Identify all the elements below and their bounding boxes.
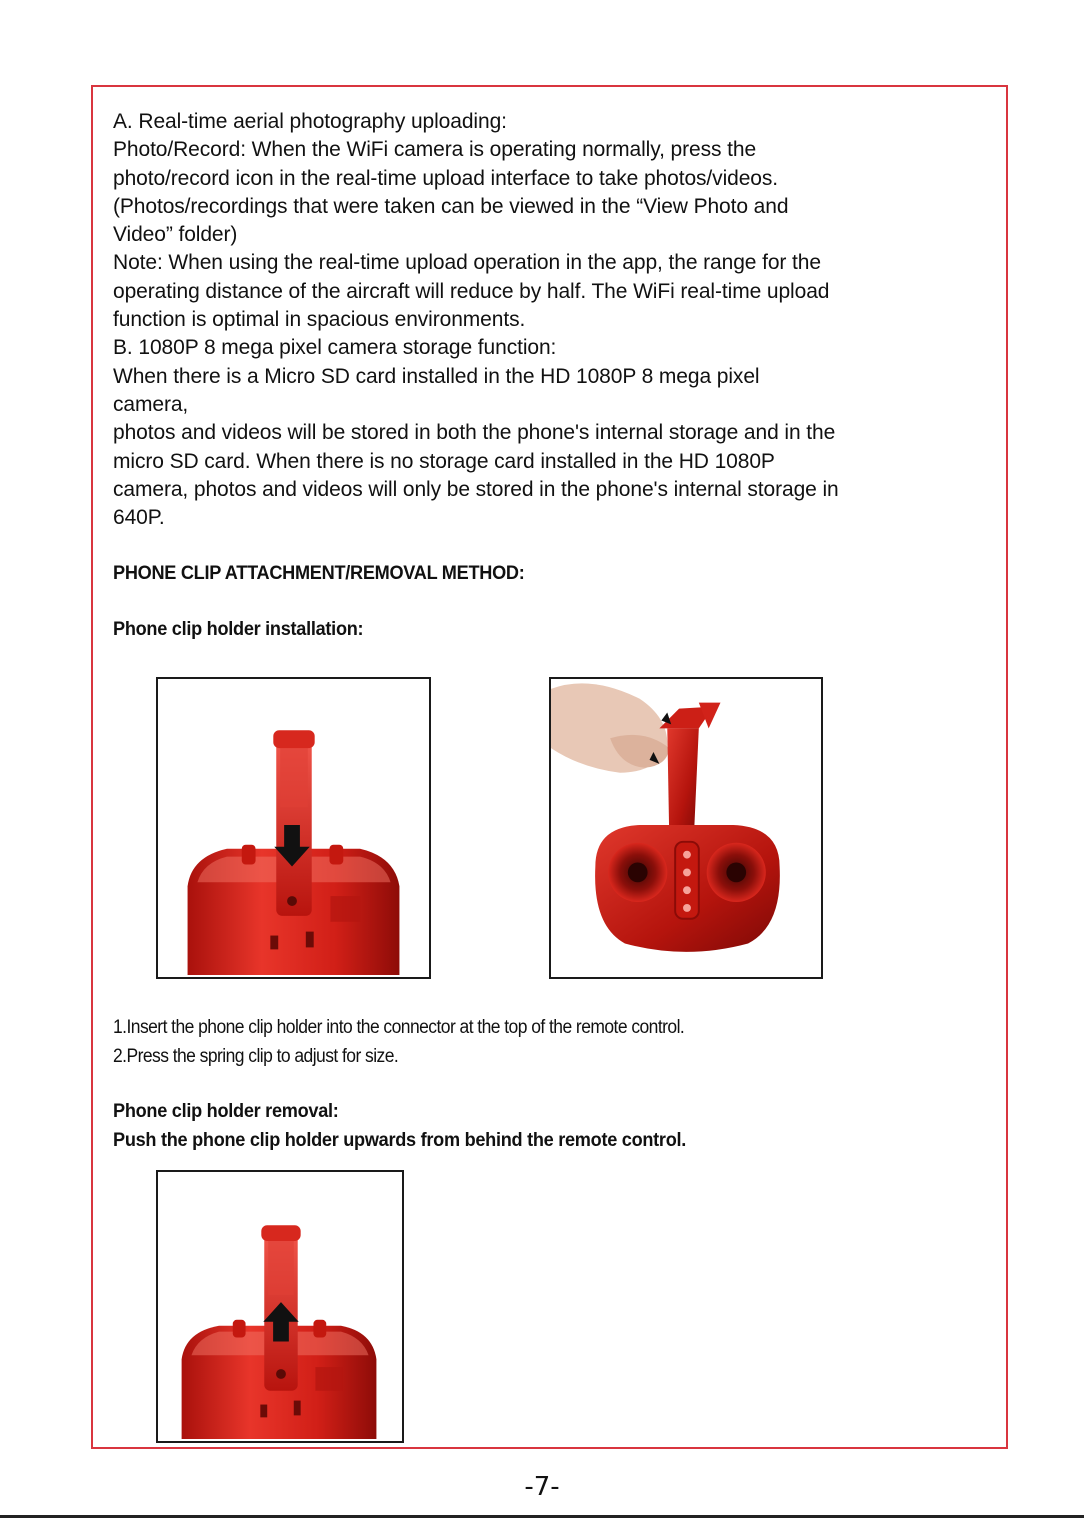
installation-heading: Phone clip holder installation: <box>113 618 364 640</box>
remote-control-clip-adjust-photo <box>549 677 823 979</box>
removal-instruction: Push the phone clip holder upwards from behind the remote control. <box>113 1129 687 1151</box>
body-line: photos and videos will be stored in both the phone's internal storage and in the <box>113 421 836 445</box>
step-2: 2.Press the spring clip to adjust for size. <box>113 1046 399 1067</box>
body-line: camera, <box>113 392 189 416</box>
step-1: 1.Insert the phone clip holder into the connector at the top of the remote control. <box>113 1017 685 1038</box>
remote-control-clip-removal-photo <box>156 1170 404 1443</box>
body-line: photo/record icon in the real-time upload interface to take photos/videos. <box>113 166 779 190</box>
page-number: -7- <box>524 1472 560 1502</box>
body-line: B. 1080P 8 mega pixel camera storage function: <box>113 336 557 360</box>
body-text <box>113 108 993 532</box>
body-line: When there is a Micro SD card installed in the HD 1080P 8 mega pixel <box>113 364 760 388</box>
method-heading: PHONE CLIP ATTACHMENT/REMOVAL METHOD: <box>113 562 525 584</box>
body-line: function is optimal in spacious environments. <box>113 308 526 332</box>
body-line: (Photos/recordings that were taken can be viewed in the “View Photo and <box>113 194 789 218</box>
body-line: operating distance of the aircraft will reduce by half. The WiFi real-time upload <box>113 279 830 303</box>
remote-control-clip-insert-photo <box>156 677 431 979</box>
remote-clip-adjust-illustration <box>551 679 821 977</box>
body-line: camera, photos and videos will only be stored in the phone's internal storage in <box>113 477 839 501</box>
body-line: Video” folder) <box>113 223 238 247</box>
remote-clip-insert-illustration <box>158 679 429 977</box>
remote-clip-removal-illustration <box>158 1172 402 1441</box>
removal-heading: Phone clip holder removal: <box>113 1100 339 1122</box>
installation-steps <box>113 1013 734 1071</box>
body-line: Photo/Record: When the WiFi camera is operating normally, press the <box>113 138 757 162</box>
body-line: Note: When using the real-time upload operation in the app, the range for the <box>113 251 821 275</box>
removal-section <box>113 1097 729 1155</box>
body-line: micro SD card. When there is no storage card installed in the HD 1080P <box>113 449 775 473</box>
body-line: 640P. <box>113 506 165 530</box>
body-line: A. Real-time aerial photography uploading: <box>113 110 507 133</box>
